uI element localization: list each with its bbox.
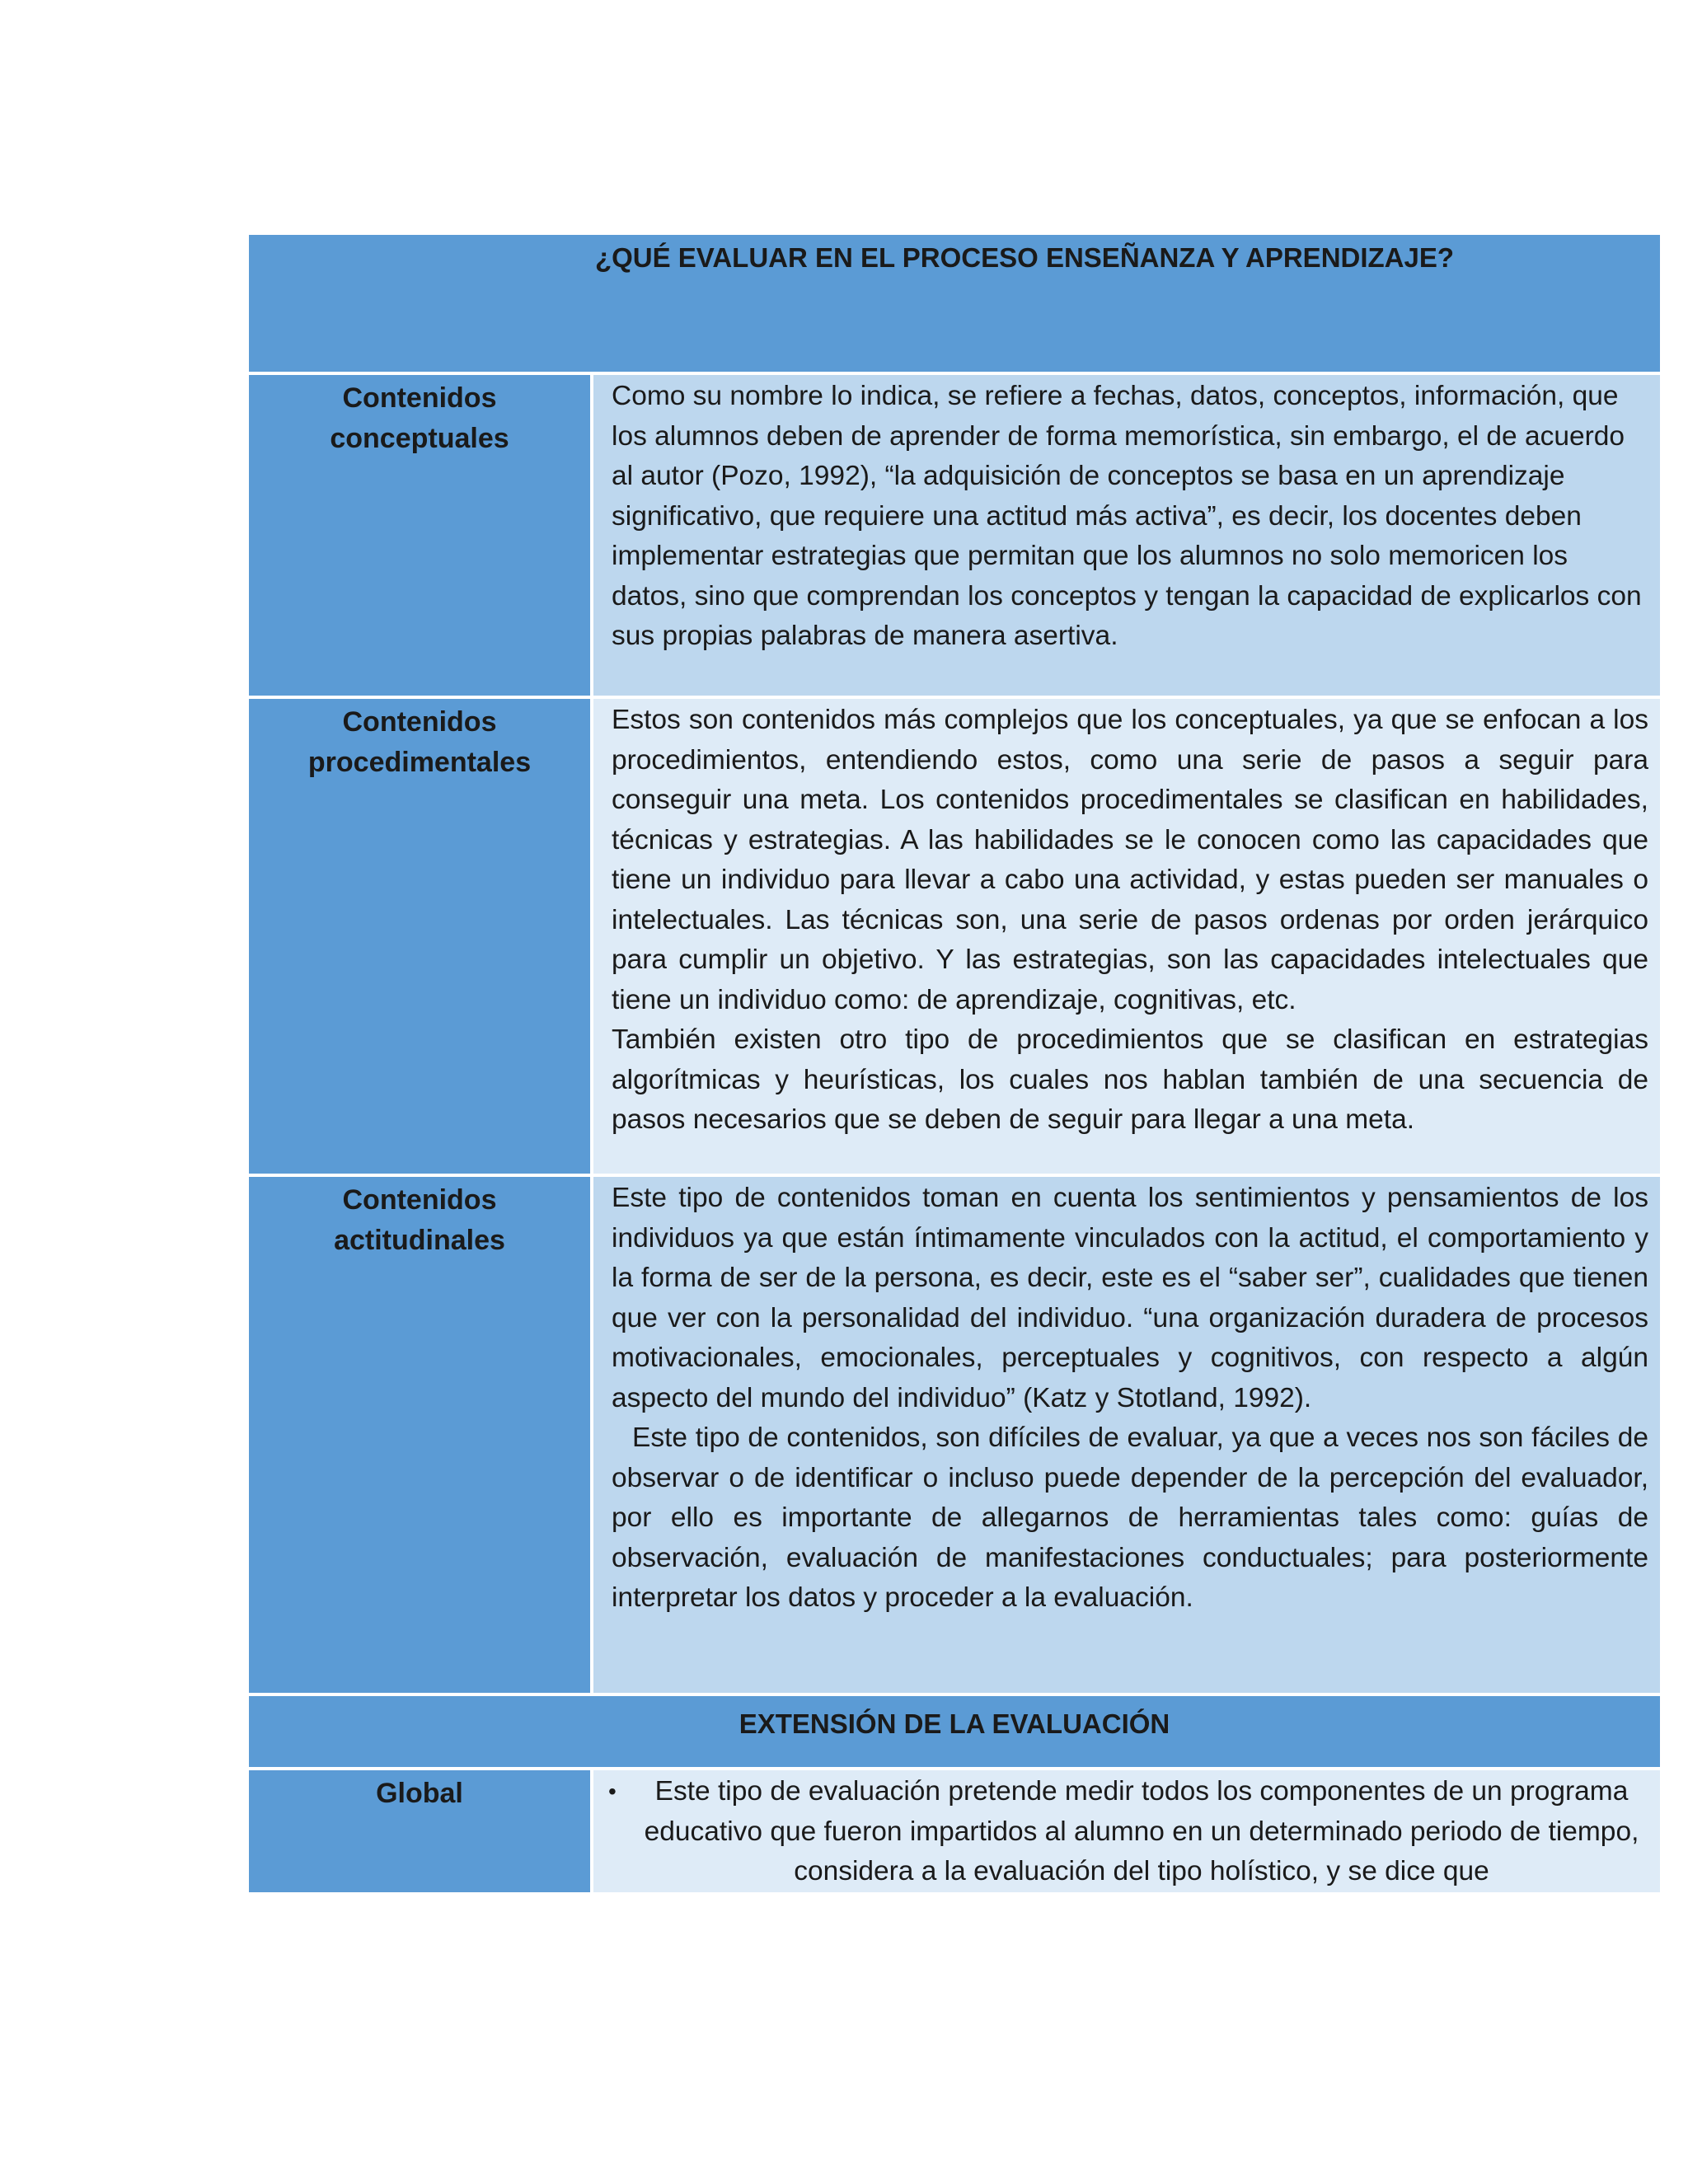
procedimentales-paragraph-2: También existen otro tipo de procedimientos que se clasifican en estrategias algorítmicas y heurísticas, los cuales nos hablan también de una secuencia de pasos necesarios que se deben de seguir para llegar a una meta. — [612, 1024, 1648, 1135]
table-row-procedimentales — [247, 697, 1662, 1175]
main-header-cell — [247, 233, 1662, 373]
table-row-global — [247, 1769, 1662, 1894]
actitudinales-paragraph-2: Este tipo de contenidos, son difíciles de evaluar, ya que a veces nos son fáciles de observar o de identificar o incluso puede depender de la percepción del evaluador, por ello es importante de allegarnos de herramientas tales como: guías de observación, evaluación de manifestaciones conductuales; para posteriormente interpretar los datos y proceder a la evaluación. — [612, 1422, 1648, 1613]
main-header: ¿QUÉ EVALUAR EN EL PROCESO ENSEÑANZA Y APRENDIZAJE? — [594, 242, 1455, 273]
row-label-actitudinales: Contenidos actitudinales — [334, 1184, 505, 1256]
row-label-cell — [247, 373, 592, 697]
row-content-cell — [592, 373, 1662, 697]
row-content-cell — [592, 1769, 1662, 1894]
row-label-conceptuales: Contenidos conceptuales — [330, 382, 509, 454]
row-content-cell — [592, 697, 1662, 1175]
extension-header: EXTENSIÓN DE LA EVALUACIÓN — [738, 1708, 1170, 1739]
row-label-cell — [247, 1175, 592, 1694]
procedimentales-paragraph-1: Estos son contenidos más complejos que los conceptuales, ya que se enfocan a los procedimientos, entendiendo estos, como una serie de pasos a seguir para conseguir una meta. Los contenidos procedimentales se clasifican en habilidades, técnicas y estrategias. A las habilidades se le conocen como las capacidades que tiene un individuo para llevar a cabo una actividad, y estas pueden ser manuales o intelectuales. Las técnicas son, una serie de pasos ordenas por orden jerárquico para cumplir un objetivo. Y las estrategias, son las capacidades intelectuales que tiene un individuo como: de aprendizaje, cognitivas, etc. — [612, 705, 1648, 1015]
evaluation-table — [246, 232, 1663, 1896]
table-row-actitudinales — [247, 1175, 1662, 1694]
global-bullet-text: Este tipo de evaluación pretende medir todos los componentes de un programa educativo que fueron impartidos al alumno en un determinado periodo de tiempo, considera a la evaluación del tipo holístico, y se dice que — [644, 1776, 1639, 1886]
list-item — [605, 1772, 1648, 1892]
row-label-global: Global — [376, 1778, 463, 1809]
row-content-cell — [592, 1175, 1662, 1694]
extension-header-cell — [247, 1694, 1662, 1769]
conceptuales-paragraph: Como su nombre lo indica, se refiere a fechas, datos, conceptos, información, que los alumnos deben de aprender de forma memorística, sin embargo, el de acuerdo al autor (Pozo, 1992), “la adquisición de conceptos se basa en un aprendizaje significativo, que requiere una actitud más activa”, es decir, los docentes deben implementar estrategias que permitan que los alumnos no solo memoricen los datos, sino que comprendan los conceptos y tengan la capacidad de explicarlos con sus propias palabras de manera asertiva. — [612, 381, 1642, 651]
row-label-cell — [247, 1769, 592, 1894]
bullet-icon: • — [608, 1779, 617, 1804]
table-row-conceptuales — [247, 373, 1662, 697]
row-label-cell — [247, 697, 592, 1175]
actitudinales-paragraph-1: Este tipo de contenidos toman en cuenta los sentimientos y pensamientos de los individuos ya que están íntimamente vinculados con la actitud, el comportamiento y la forma de ser de la persona, es decir, este es el “saber ser”, cualidades que tienen que ver con la personalidad del individuo. “una organización duradera de procesos motivacionales, emocionales, perceptuales y cognitivos, con respecto a algún aspecto del mundo del individuo” (Katz y Stotland, 1992). — [612, 1183, 1648, 1413]
row-label-procedimentales: Contenidos procedimentales — [307, 706, 532, 778]
